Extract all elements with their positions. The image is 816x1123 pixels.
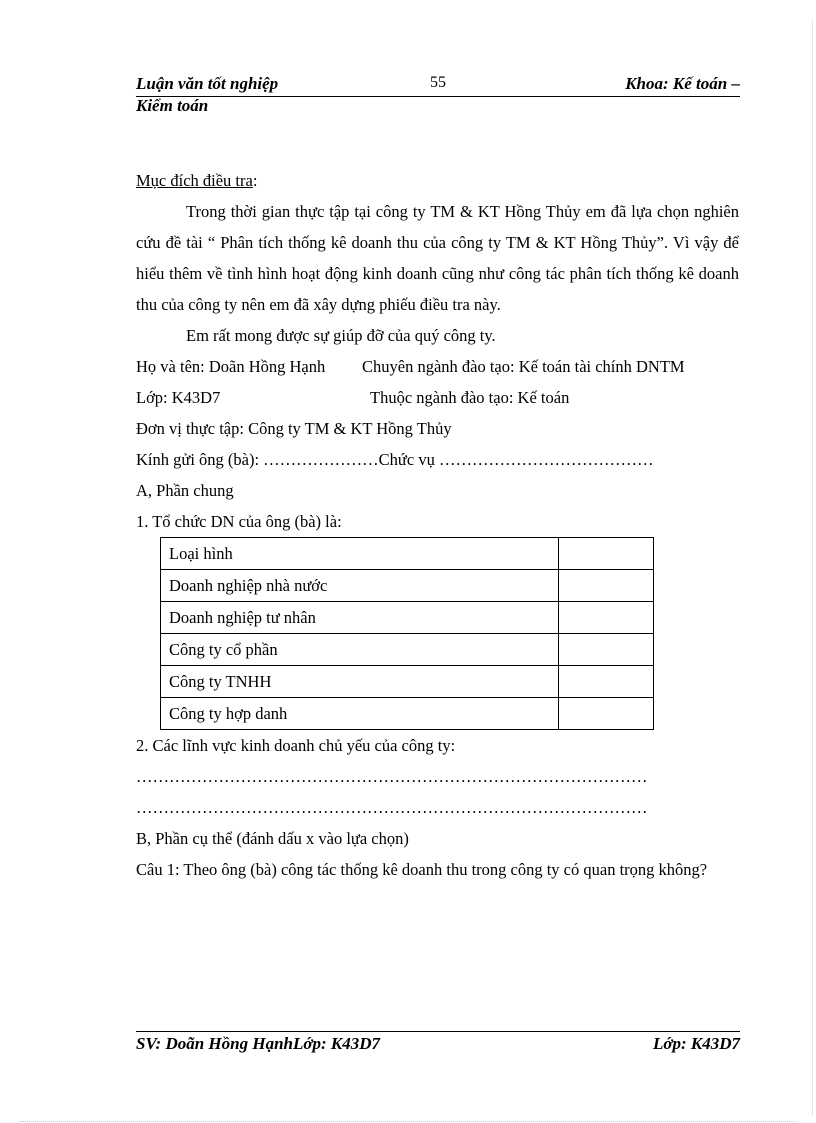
student-name: Họ và tên: Doãn Hồng Hạnh — [136, 357, 326, 376]
student-field: Thuộc ngành đào tạo: Kế toán — [370, 388, 570, 407]
table-cell-check[interactable] — [559, 538, 654, 570]
header-page-number: 55 — [430, 74, 446, 91]
page-edge-dotted-right — [812, 20, 813, 1115]
purpose-title: Mục đích điều tra — [136, 171, 253, 190]
table-row — [161, 602, 654, 634]
header-thesis-title: Luận văn tốt nghiệp — [136, 74, 279, 93]
table-cell-label: Công ty hợp danh — [161, 698, 559, 730]
footer-student: SV: Doãn Hồng HạnhLớp: K43D7 — [136, 1034, 381, 1053]
page-header — [136, 70, 740, 97]
dotted-answer-line-2: ………………………………………………………………………………… — [136, 798, 648, 817]
table-row — [161, 570, 654, 602]
student-major: Chuyên ngành đào tạo: Kế toán tài chính DNTM — [362, 357, 685, 376]
info-line-name — [136, 351, 739, 382]
dotted-answer-line-1: ………………………………………………………………………………… — [136, 767, 648, 786]
info-line-class — [136, 382, 739, 413]
table-cell-check[interactable] — [559, 602, 654, 634]
page-edge-dotted-bottom — [20, 1121, 796, 1122]
organization-type-table — [160, 537, 654, 730]
purpose-heading — [136, 165, 739, 196]
section-a-question-2: 2. Các lĩnh vực kinh doanh chủ yếu của công ty: — [136, 736, 456, 755]
purpose-paragraph-1: Trong thời gian thực tập tại công ty TM & KT Hồng Thủy em đã lựa chọn nghiên cứu đề tài “ Phân tích thống kê doanh thu của công ty TM & KT Hồng Thủy”. Vì vậy để hiểu thêm về tình hình hoạt động kinh doanh cũng như công tác phân tích thống kê doanh thu của công ty nên em đã xây dựng phiếu điều tra này. — [136, 202, 739, 314]
page-footer — [136, 1031, 740, 1058]
table-row — [161, 666, 654, 698]
table-cell-check[interactable] — [559, 634, 654, 666]
document-body — [136, 165, 739, 885]
section-a-title: A, Phần chung — [136, 481, 234, 500]
table-cell-check[interactable] — [559, 666, 654, 698]
header-faculty-line2: Kiểm toán — [136, 96, 209, 115]
table-cell-check[interactable] — [559, 698, 654, 730]
table-cell-label: Công ty TNHH — [161, 666, 559, 698]
table-cell-label: Doanh nghiệp tư nhân — [161, 602, 559, 634]
section-a-question-1: 1. Tổ chức DN của ông (bà) là: — [136, 512, 342, 531]
section-b-question-1: Câu 1: Theo ông (bà) công tác thống kê doanh thu trong công ty có quan trọng không? — [136, 860, 708, 879]
internship-unit: Đơn vị thực tập: Công ty TM & KT Hồng Thủy — [136, 419, 452, 438]
table-row — [161, 698, 654, 730]
table-cell-label: Công ty cổ phần — [161, 634, 559, 666]
student-class: Lớp: K43D7 — [136, 388, 221, 407]
purpose-title-colon: : — [252, 171, 258, 190]
table-cell-check[interactable] — [559, 570, 654, 602]
purpose-paragraph-2: Em rất mong được sự giúp đỡ của quý công ty. — [186, 326, 496, 345]
header-faculty: Khoa: Kế toán – — [625, 74, 740, 93]
table-row — [161, 538, 654, 570]
table-cell-label: Doanh nghiệp nhà nước — [161, 570, 559, 602]
footer-class: Lớp: K43D7 — [652, 1034, 740, 1053]
section-b-title: B, Phần cụ thể (đánh dấu x vào lựa chọn) — [136, 829, 409, 848]
dear-line: Kính gửi ông (bà): …………………Chức vụ ………………………………… — [136, 450, 654, 469]
table-cell-label: Loại hình — [161, 538, 559, 570]
table-row — [161, 634, 654, 666]
